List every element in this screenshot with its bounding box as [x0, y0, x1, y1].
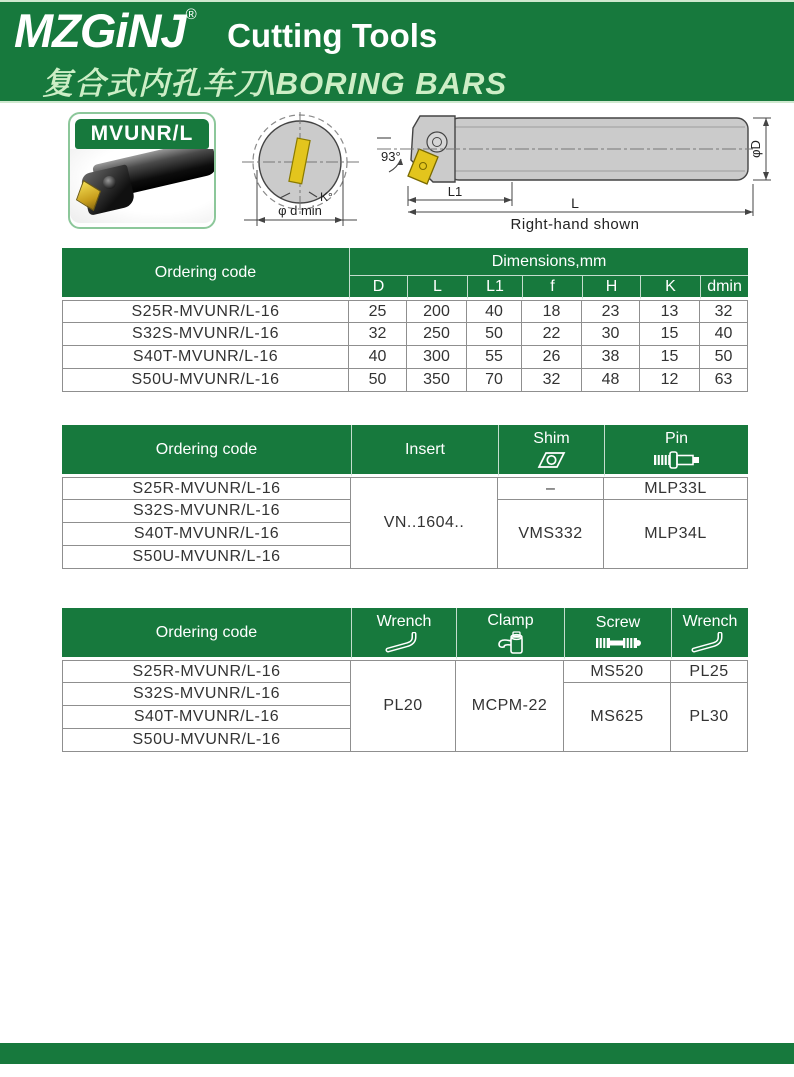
l-label: L	[571, 195, 579, 211]
brand-logo: MZGiNJ	[14, 4, 186, 57]
col-header-K: K	[640, 275, 700, 300]
registered-mark: ®	[185, 6, 197, 23]
value-cell: 300	[407, 346, 467, 369]
wrench2-header-label: Wrench	[682, 612, 738, 630]
screw-cell: MS520	[564, 660, 671, 683]
l1-arrow-right	[504, 197, 512, 203]
value-cell: 18	[522, 300, 582, 323]
ordering-code-header: Ordering code	[62, 608, 351, 660]
page-title: 复合式内孔车刀\BORING BARS	[42, 66, 508, 101]
screw-header	[564, 608, 671, 660]
value-cell: 70	[467, 369, 522, 392]
value-cell: 55	[467, 346, 522, 369]
value-cell: 40	[467, 300, 522, 323]
brand-suffix: Cutting Tools	[227, 17, 438, 54]
value-cell: 48	[582, 369, 640, 392]
value-cell: 30	[582, 323, 640, 346]
clamp-icon	[494, 631, 528, 655]
ordering-code-cell: S50U-MVUNR/L-16	[62, 546, 351, 569]
col-header-f: f	[522, 275, 582, 300]
table-row	[62, 660, 748, 683]
col-header-H: H	[582, 275, 640, 300]
ordering-code-cell: S50U-MVUNR/L-16	[62, 369, 349, 392]
value-cell: 25	[349, 300, 407, 323]
l-arrow-right	[745, 209, 753, 215]
clamp-header	[456, 608, 564, 660]
d-arrow-top	[763, 118, 769, 126]
table-row	[62, 323, 748, 346]
value-cell: 350	[407, 369, 467, 392]
product-photo	[70, 149, 214, 223]
ordering-code-cell: S40T-MVUNR/L-16	[62, 706, 351, 729]
value-cell: 32	[349, 323, 407, 346]
pin-cell: MLP33L	[604, 477, 748, 500]
value-cell: 200	[407, 300, 467, 323]
ordering-code-cell: S50U-MVUNR/L-16	[62, 729, 351, 752]
insert-shim-pin-table	[62, 425, 748, 569]
brand-line	[14, 3, 437, 58]
value-cell: 22	[522, 323, 582, 346]
value-cell: 50	[467, 323, 522, 346]
wrench2-cell: PL30	[671, 683, 748, 752]
value-cell: 38	[582, 346, 640, 369]
value-cell: 26	[522, 346, 582, 369]
product-card	[68, 112, 216, 229]
wrench2-cell: PL25	[671, 660, 748, 683]
value-cell: 50	[349, 369, 407, 392]
l1-arrow-left	[408, 197, 416, 203]
ordering-code-cell: S25R-MVUNR/L-16	[62, 660, 351, 683]
wrench2-header	[671, 608, 748, 660]
ordering-code-header: Ordering code	[62, 425, 351, 477]
value-cell: 15	[640, 323, 700, 346]
dmin-label: φ d min	[278, 203, 322, 218]
value-cell: 32	[700, 300, 748, 323]
arrow-right	[335, 217, 343, 223]
table-row	[62, 346, 748, 369]
shim-cell: –	[498, 477, 604, 500]
angle-label: 93°	[381, 149, 401, 164]
l-arrow-left	[408, 209, 416, 215]
arrow-left	[257, 217, 265, 223]
value-cell: 15	[640, 346, 700, 369]
clamp-header-label: Clamp	[487, 611, 534, 629]
tools-table	[62, 608, 748, 752]
col-header-L1: L1	[467, 275, 522, 300]
ordering-code-cell: S32S-MVUNR/L-16	[62, 683, 351, 706]
shim-header	[498, 425, 604, 477]
tool-screw	[103, 176, 116, 189]
page-header	[0, 0, 794, 103]
diagram-caption: Right-hand shown	[510, 216, 640, 233]
d-label: φD	[748, 140, 763, 158]
ordering-code-cell: S32S-MVUNR/L-16	[62, 323, 349, 346]
value-cell: 13	[640, 300, 700, 323]
value-cell: 23	[582, 300, 640, 323]
value-cell: 32	[522, 369, 582, 392]
table-row	[62, 477, 748, 500]
table-row	[62, 300, 748, 323]
ordering-code-cell: S40T-MVUNR/L-16	[62, 523, 351, 546]
table-row	[62, 369, 748, 392]
l1-label: L1	[447, 184, 463, 199]
cross-section-diagram	[240, 110, 365, 238]
wrench-icon	[690, 632, 730, 654]
ordering-code-header: Ordering code	[62, 248, 349, 300]
dimensions-table	[62, 248, 748, 392]
value-cell: 40	[349, 346, 407, 369]
d-arrow-bottom	[763, 172, 769, 180]
pin-header	[604, 425, 748, 477]
k-angle-label: K°	[320, 190, 333, 204]
ordering-code-cell: S25R-MVUNR/L-16	[62, 300, 349, 323]
dimensions-group-header: Dimensions,mm	[349, 248, 748, 275]
wrench1-cell: PL20	[351, 660, 456, 752]
value-cell: 12	[640, 369, 700, 392]
pin-icon	[651, 449, 703, 471]
value-cell: 40	[700, 323, 748, 346]
ordering-code-cell: S32S-MVUNR/L-16	[62, 500, 351, 523]
screw-icon	[593, 633, 643, 653]
shim-header-label: Shim	[533, 429, 570, 447]
value-cell: 50	[700, 346, 748, 369]
wrench1-header	[351, 608, 456, 660]
pin-header-label: Pin	[664, 429, 689, 447]
col-header-dmin: dmin	[700, 275, 748, 300]
clamp-cell: MCPM-22	[456, 660, 564, 752]
shim-cell: VMS332	[498, 500, 604, 569]
wrench1-header-label: Wrench	[376, 612, 432, 630]
wrench-icon	[384, 632, 424, 654]
screw-cell: MS625	[564, 683, 671, 752]
value-cell: 250	[407, 323, 467, 346]
pin-cell: MLP34L	[604, 500, 748, 569]
footer-bar	[0, 1043, 794, 1064]
insert-header: Insert	[351, 425, 498, 477]
screw-header-label: Screw	[595, 613, 641, 631]
col-header-D: D	[349, 275, 407, 300]
shim-icon	[534, 449, 570, 471]
insert-cell: VN..1604..	[351, 477, 498, 569]
model-label: MVUNR/L	[75, 119, 209, 149]
ordering-code-cell: S40T-MVUNR/L-16	[62, 346, 349, 369]
ordering-code-cell: S25R-MVUNR/L-16	[62, 477, 351, 500]
col-header-L: L	[407, 275, 467, 300]
value-cell: 63	[700, 369, 748, 392]
